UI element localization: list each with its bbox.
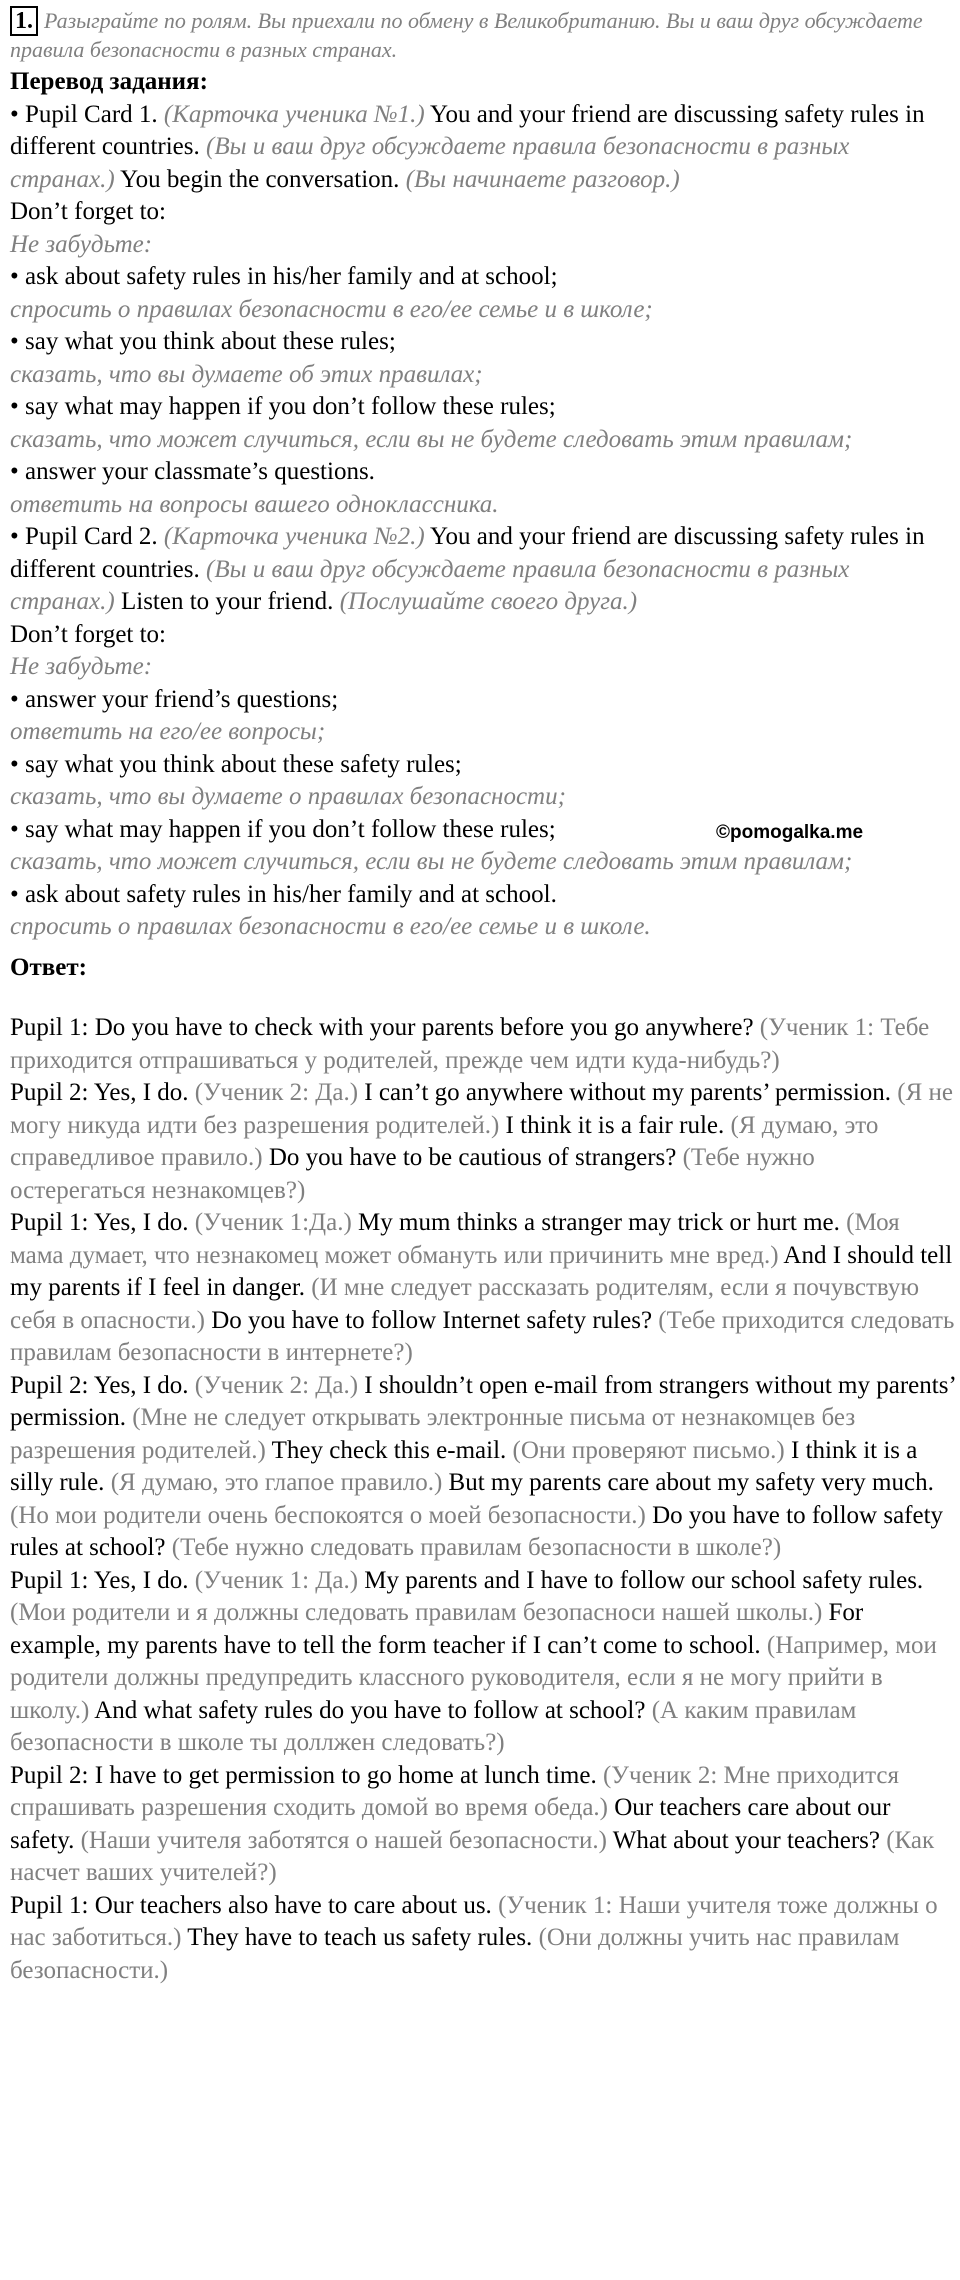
dialogue-translation: (Мне не следует открывать электронные письма от незнакомцев без разрешения родителей.)	[10, 1404, 856, 1464]
dialogue-line: And I should tell my parents if I feel in danger.	[10, 1241, 953, 1301]
card2-intro	[10, 521, 955, 619]
card1-intro-ru1: (Карточка ученика №1.)	[163, 100, 425, 128]
card2-item-ru: спросить о правилах безопасности в его/ее семье и в школе.	[10, 913, 651, 940]
dialogue-line: Pupil 2: I have to get permission to go home at lunch time.	[10, 1761, 603, 1789]
dialogue-line: And what safety rules do you have to follow at school?	[94, 1696, 652, 1724]
card2-dont-forget-ru: Не забудьте:	[10, 653, 153, 680]
dialogue-translation: (Ученик 2: Да.)	[194, 1371, 365, 1399]
task-number: 1.	[10, 6, 38, 36]
dialogue-translation: (Ученик 1: Наши учителя тоже должны о нас заботиться.)	[10, 1891, 938, 1951]
card1-item-ru: ответить на вопросы вашего одноклассника.	[10, 490, 499, 518]
dialogue-translation: (Наши учителя заботятся о нашей безопасности.)	[80, 1826, 613, 1854]
dialogue-turn	[10, 1760, 955, 1890]
dialogue-line: Pupil 1: Do you have to check with your parents before you go anywhere?	[10, 1014, 760, 1041]
card1-item-en: • say what you think about these rules;	[10, 328, 396, 355]
watermark: ©pomogalka.me	[716, 822, 864, 843]
card1-item-en: • answer your classmate’s questions.	[10, 458, 375, 485]
card1-intro	[10, 99, 955, 197]
card2-item-en: • say what may happen if you don’t follow these rules;	[10, 815, 556, 843]
dialogue-line: What about your teachers?	[612, 1826, 887, 1854]
dialogue-turn	[10, 1012, 955, 1077]
card2-item-ru: сказать, что может случиться, если вы не будете следовать этим правилам;	[10, 848, 853, 875]
card1-intro-en1: • Pupil Card 1.	[10, 100, 158, 128]
card1-item-en: • ask about safety rules in his/her family and at school;	[10, 263, 558, 290]
dialogue-line: They check this e-mail.	[271, 1436, 513, 1464]
card1-intro-en2: You and your friend are discussing safety rules in different countries.	[10, 100, 925, 160]
card2-intro-en1: • Pupil Card 2.	[10, 523, 158, 550]
dialogue-translation: (А каким правилам безопасности в школе ты доллжен следовать?)	[10, 1696, 857, 1756]
task-header	[10, 0, 955, 64]
dialogue-line: But my parents care about my safety very much.	[448, 1469, 934, 1496]
dialogue-translation: (Я думаю, это справедливое правило.)	[10, 1111, 879, 1171]
dialogue-translation: (Ученик 2: Да.)	[194, 1079, 365, 1106]
dialogue-line: Pupil 1: Yes, I do.	[10, 1209, 195, 1236]
card1-intro-ru3: (Вы начинаете разговор.)	[405, 165, 680, 193]
answer-title: Ответ:	[10, 953, 87, 981]
dialogue-translation: (И мне следует рассказать родителям, если я почувствую себя в опасности.)	[10, 1274, 919, 1334]
dialogue-turn	[10, 1077, 955, 1207]
dialogue-line: Pupil 2: Yes, I do.	[10, 1371, 195, 1399]
dialogue-line: Pupil 1: Yes, I do.	[10, 1566, 195, 1594]
card1-intro-en3: You begin the conversation.	[120, 165, 400, 193]
task-instruction: Разыграйте по ролям. Вы приехали по обмену в Великобританию. Вы и ваш друг обсуждаете правила безопасности в разных странах.	[10, 8, 923, 62]
dialogue-translation: (Мои родители и я должны следовать правилам безопасноси нашей школы.)	[10, 1599, 829, 1626]
dialogue-turn	[10, 1565, 955, 1760]
dialogue-translation: (Ученик 1: Да.)	[194, 1566, 365, 1594]
card2-item-en: • say what you think about these safety rules;	[10, 750, 462, 778]
dialogue-line: Our teachers care about our safety.	[10, 1794, 891, 1854]
card1-dont-forget: Don’t forget to:	[10, 198, 167, 225]
dialogue-translation: (Я не могу никуда идти без разрешения родителей.)	[10, 1079, 954, 1139]
card2-item-ru: сказать, что вы думаете о правилах безопасности;	[10, 783, 566, 810]
dialogue-line: I shouldn’t open e-mail from strangers without my parents’ permission.	[10, 1371, 955, 1431]
dialogue-translation: (Тебе нужно следовать правилам безопасности в школе?)	[171, 1534, 782, 1561]
dialogue-translation: (Моя мама думает, что незнакомец может обмануть или причинить мне вред.)	[10, 1209, 900, 1269]
dialogue-translation: (Но мои родители очень беспокоятся о моей безопасности.)	[10, 1501, 653, 1529]
dialogue-translation: (Как насчет ваших учителей?)	[10, 1826, 935, 1886]
dialogue-translation: (Я думаю, это глапое правило.)	[110, 1469, 449, 1496]
dialogue	[10, 1012, 955, 1987]
dialogue-line: Do you have to follow Internet safety rules?	[211, 1306, 659, 1334]
card1-dont-forget-ru: Не забудьте:	[10, 230, 153, 258]
dialogue-translation: (Они должны учить нас правилам безопасности.)	[10, 1924, 900, 1984]
dialogue-turn	[10, 1207, 955, 1370]
dialogue-turn	[10, 1890, 955, 1988]
dialogue-line: My parents and I have to follow our school safety rules.	[364, 1566, 924, 1594]
dialogue-line: Do you have to be cautious of strangers?	[268, 1144, 683, 1171]
card2-item-ru: ответить на его/ее вопросы;	[10, 718, 326, 745]
card1-item-ru: сказать, что вы думаете об этих правилах;	[10, 360, 483, 388]
dialogue-translation: (Они проверяют письмо.)	[512, 1436, 791, 1464]
dialogue-translation: (Ученик 1:Да.)	[194, 1209, 359, 1236]
translation-title: Перевод задания:	[10, 68, 208, 95]
card2-item-en: • ask about safety rules in his/her family and at school.	[10, 880, 557, 908]
dialogue-translation: (Ученик 1: Тебе приходится отпрашиваться у родителей, прежде чем идти куда-нибудь?)	[10, 1014, 930, 1074]
dialogue-turn	[10, 1370, 955, 1565]
card2-intro-en3: Listen to your friend.	[120, 588, 334, 615]
card1-intro-ru2: (Вы и ваш друг обсуждаете правила безопасности в разных странах.)	[10, 133, 850, 193]
card1-item-ru: сказать, что может случиться, если вы не будете следовать этим правилам;	[10, 425, 853, 453]
card1-item-ru: спросить о правилах безопасности в его/ее семье и в школе;	[10, 295, 653, 323]
dialogue-line: I can’t go anywhere without my parents’ permission.	[364, 1079, 898, 1106]
dialogue-translation: (Тебе приходится следовать правилам безопасности в интернете?)	[10, 1306, 955, 1366]
dialogue-line: I think it is a silly rule.	[10, 1436, 918, 1496]
dialogue-translation: (Ученик 2: Мне приходится спрашивать разрешения сходить домой во время обеда.)	[10, 1761, 899, 1821]
dialogue-line: Pupil 1: Our teachers also have to care about us.	[10, 1891, 499, 1919]
dialogue-translation: (Например, мои родители должны предупредить классного руководителя, если я не могу прийти в школу.)	[10, 1631, 937, 1724]
dialogue-line: My mum thinks a stranger may trick or hurt me.	[358, 1209, 847, 1236]
card2-intro-ru3: (Послушайте своего друга.)	[339, 588, 638, 615]
dialogue-line: I think it is a fair rule.	[505, 1111, 731, 1139]
dialogue-line: For example, my parents have to tell the form teacher if I can’t come to school.	[10, 1599, 864, 1659]
dialogue-line: Do you have to follow safety rules at school?	[10, 1501, 944, 1561]
card2-intro-ru2: (Вы и ваш друг обсуждаете правила безопасности в разных странах.)	[10, 555, 850, 615]
card1-item-en: • say what may happen if you don’t follow these rules;	[10, 393, 556, 420]
card2-dont-forget: Don’t forget to:	[10, 620, 167, 648]
page	[10, 0, 955, 1987]
dialogue-line: Pupil 2: Yes, I do.	[10, 1079, 195, 1106]
card2-intro-ru1: (Карточка ученика №2.)	[163, 523, 425, 550]
card2-intro-en2: You and your friend are discussing safety rules in different countries.	[10, 523, 925, 583]
dialogue-translation: (Тебе нужно остерегаться незнакомцев?)	[10, 1144, 815, 1204]
card2-item-en: • answer your friend’s questions;	[10, 685, 339, 713]
dialogue-line: They have to teach us safety rules.	[187, 1924, 539, 1951]
